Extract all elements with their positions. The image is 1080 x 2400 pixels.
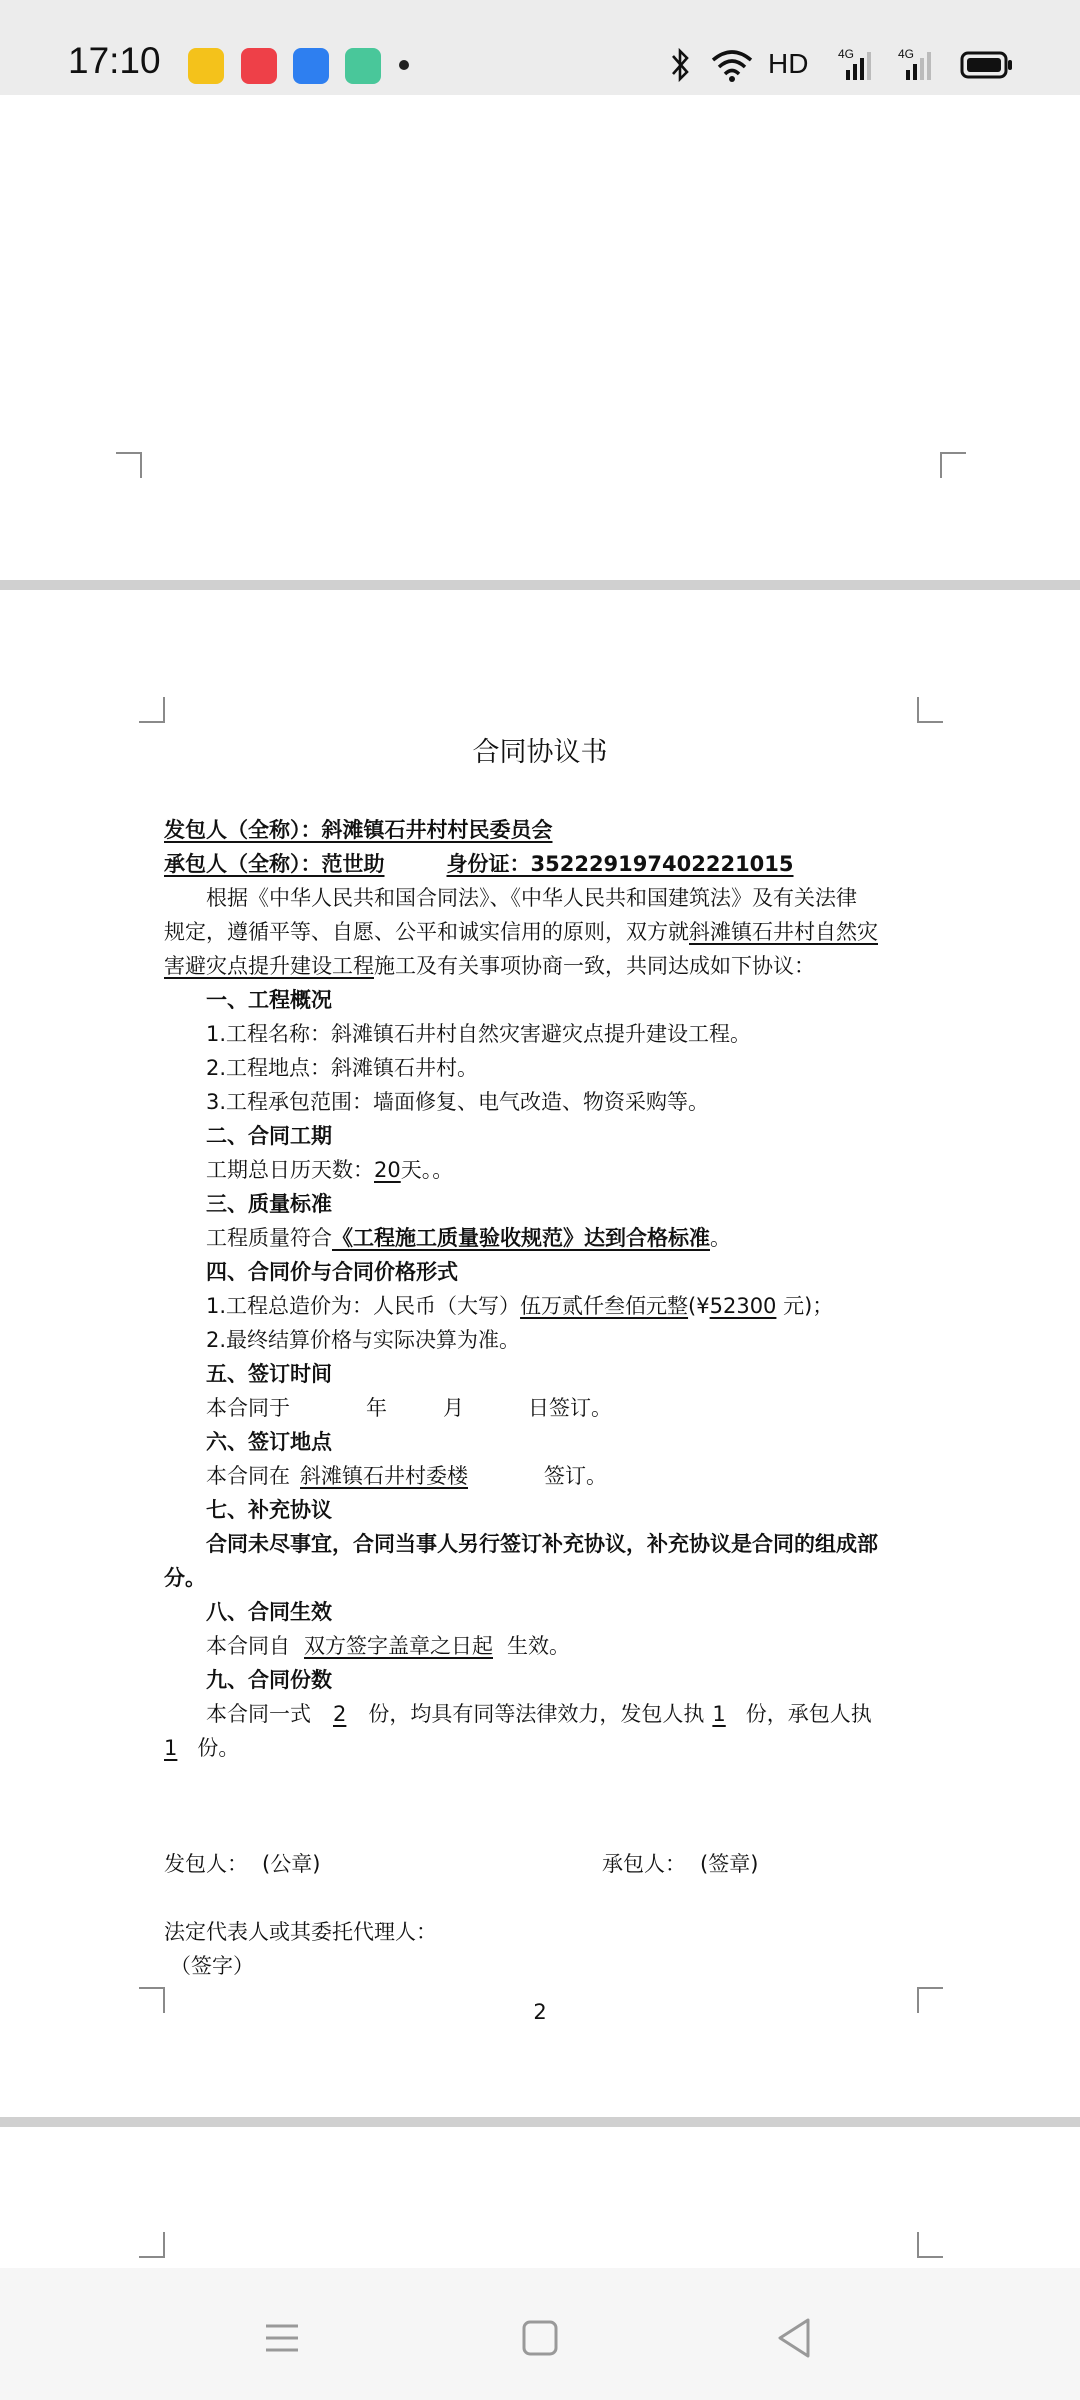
clause-label: 本合同于 [206,1396,290,1420]
id-number: 352229197402221015 [530,852,794,876]
signal-icon [836,46,880,84]
contractor-line [164,850,794,878]
employer-label: 发包人（全称）： [164,818,322,842]
price-in-words: 伍万贰仟叁佰元整 [520,1294,689,1318]
menu-icon[interactable] [262,2318,302,2358]
previous-page [0,95,1080,580]
quality-standard: 《工程施工质量验收规范》达到合格标准 [332,1226,710,1250]
section-heading: 七、补充协议 [206,1498,332,1522]
price-amount: 52300 [709,1294,777,1318]
document-title: 合同协议书 [472,737,608,768]
svg-text:4G: 4G [898,47,915,61]
clause-label: 工程质量符合 [206,1226,332,1250]
copies-employer: 1 [712,1702,726,1726]
bluetooth-icon [668,46,692,84]
legal-representative-label: 法定代表人或其委托代理人： [164,1920,437,1944]
notification-app-icon [188,48,224,84]
contractor-name: 范世助 [321,852,385,876]
employer-name: 斜滩镇石井村村民委员会 [321,818,553,842]
clause-label: 本合同一式 [206,1702,311,1726]
page-corner-mark [940,452,966,478]
notification-app-icon [293,48,329,84]
employer-line [164,816,553,844]
section-heading: 九、合同份数 [206,1668,332,1692]
page-number: 2 [533,2000,547,2024]
battery-icon [960,46,1014,84]
intro-line-1: 根据《中华人民共和国合同法》、《中华人民共和国建筑法》及有关法律 [206,886,857,910]
clause-text [206,1156,453,1184]
section-heading: 一、工程概况 [206,988,332,1012]
section-heading: 八、合同生效 [206,1600,332,1624]
clause-label: 本合同自 [206,1634,290,1658]
clause-label: 1.工程总造价为：人民币（大写） [206,1294,521,1318]
signature-label: 发包人： [164,1852,248,1876]
clause-text [206,1292,833,1320]
section-heading: 五、签订时间 [206,1362,332,1386]
clause-text: 1.工程名称：斜滩镇石井村自然灾害避灾点提升建设工程。 [206,1022,752,1046]
intro-text: 规定，遵循平等、自愿、公平和诚实信用的原则，双方就 [164,920,689,944]
section-heading: 四、合同价与合同价格形式 [206,1260,458,1284]
signal-icon [896,46,940,84]
employer-signature [164,1850,320,1878]
clause-text [164,1734,239,1762]
status-time: 17:10 [68,40,161,81]
clause-text [206,1462,607,1490]
intro-line-2 [164,918,878,946]
currency-open: (¥ [688,1294,710,1318]
page-separator [0,2117,1080,2127]
home-icon[interactable] [520,2318,560,2358]
clause-text-end: 天。。 [400,1158,454,1182]
clause-text: 份，承包人执 [745,1702,872,1726]
clause-text: 份，均具有同等法律效力，发包人执 [368,1702,705,1726]
year-label: 年 [366,1396,387,1420]
duration-days: 20 [374,1158,401,1182]
more-notifications-icon [399,60,409,70]
notification-app-icon [345,48,381,84]
clause-label: 工期总日历天数： [206,1158,374,1182]
intro-text: 施工及有关事项协商一致，共同达成如下协议： [374,954,815,978]
clause-text [206,1394,612,1422]
section-heading: 六、签订地点 [206,1430,332,1454]
clause-text [206,1700,872,1728]
page-corner-mark [917,697,943,723]
clause-text: 2.最终结算价格与实际决算为准。 [206,1328,521,1352]
clause-text-end: 生效。 [507,1634,570,1658]
page-corner-mark [139,2232,165,2258]
clause-text: 3.工程承包范围：墙面修复、电气改造、物资采购等。 [206,1090,710,1114]
effective-condition: 双方签字盖章之日起 [304,1634,493,1658]
clause-label: 本合同在 [206,1464,290,1488]
clause-text: 合同未尽事宜，合同当事人另行签订补充协议，补充协议是合同的组成部 [206,1532,878,1556]
intro-line-3 [164,952,815,980]
page-corner-mark [917,2232,943,2258]
clause-text: 分。 [164,1566,206,1590]
wifi-icon [710,46,754,84]
signature-placeholder: （签字） [170,1954,254,1978]
navigation-bar [0,2268,1080,2400]
id-label: 身份证： [446,852,531,876]
clause-text-end: 签订。 [544,1464,607,1488]
page-corner-mark [139,697,165,723]
copies-total: 2 [333,1702,347,1726]
contractor-label: 承包人（全称）： [164,852,322,876]
section-heading: 三、质量标准 [206,1192,332,1216]
seal-label: (签章) [700,1852,759,1876]
month-label: 月 [443,1396,464,1420]
clause-text: 2.工程地点：斜滩镇石井村。 [206,1056,479,1080]
project-name-underlined: 害避灾点提升建设工程 [164,954,374,978]
signing-place: 斜滩镇石井村委楼 [300,1464,468,1488]
back-icon[interactable] [772,2316,816,2360]
hd-indicator: HD [768,48,809,79]
page-corner-mark [116,452,142,478]
notification-app-icon [241,48,277,84]
day-label: 日签订。 [528,1396,612,1420]
currency-close: 元)； [776,1294,834,1318]
clause-text [206,1632,570,1660]
status-bar [0,0,1080,95]
clause-text-end: 份。 [197,1736,240,1760]
contractor-signature [602,1850,758,1878]
clause-text-end: 。 [710,1226,731,1250]
seal-label: (公章) [262,1852,321,1876]
page-separator [0,580,1080,590]
clause-text [206,1224,731,1252]
signature-label: 承包人： [602,1852,686,1876]
section-heading: 二、合同工期 [206,1124,332,1148]
copies-contractor: 1 [164,1736,178,1760]
project-name-underlined: 斜滩镇石井村自然灾 [689,920,878,944]
svg-text:4G: 4G [838,47,855,61]
